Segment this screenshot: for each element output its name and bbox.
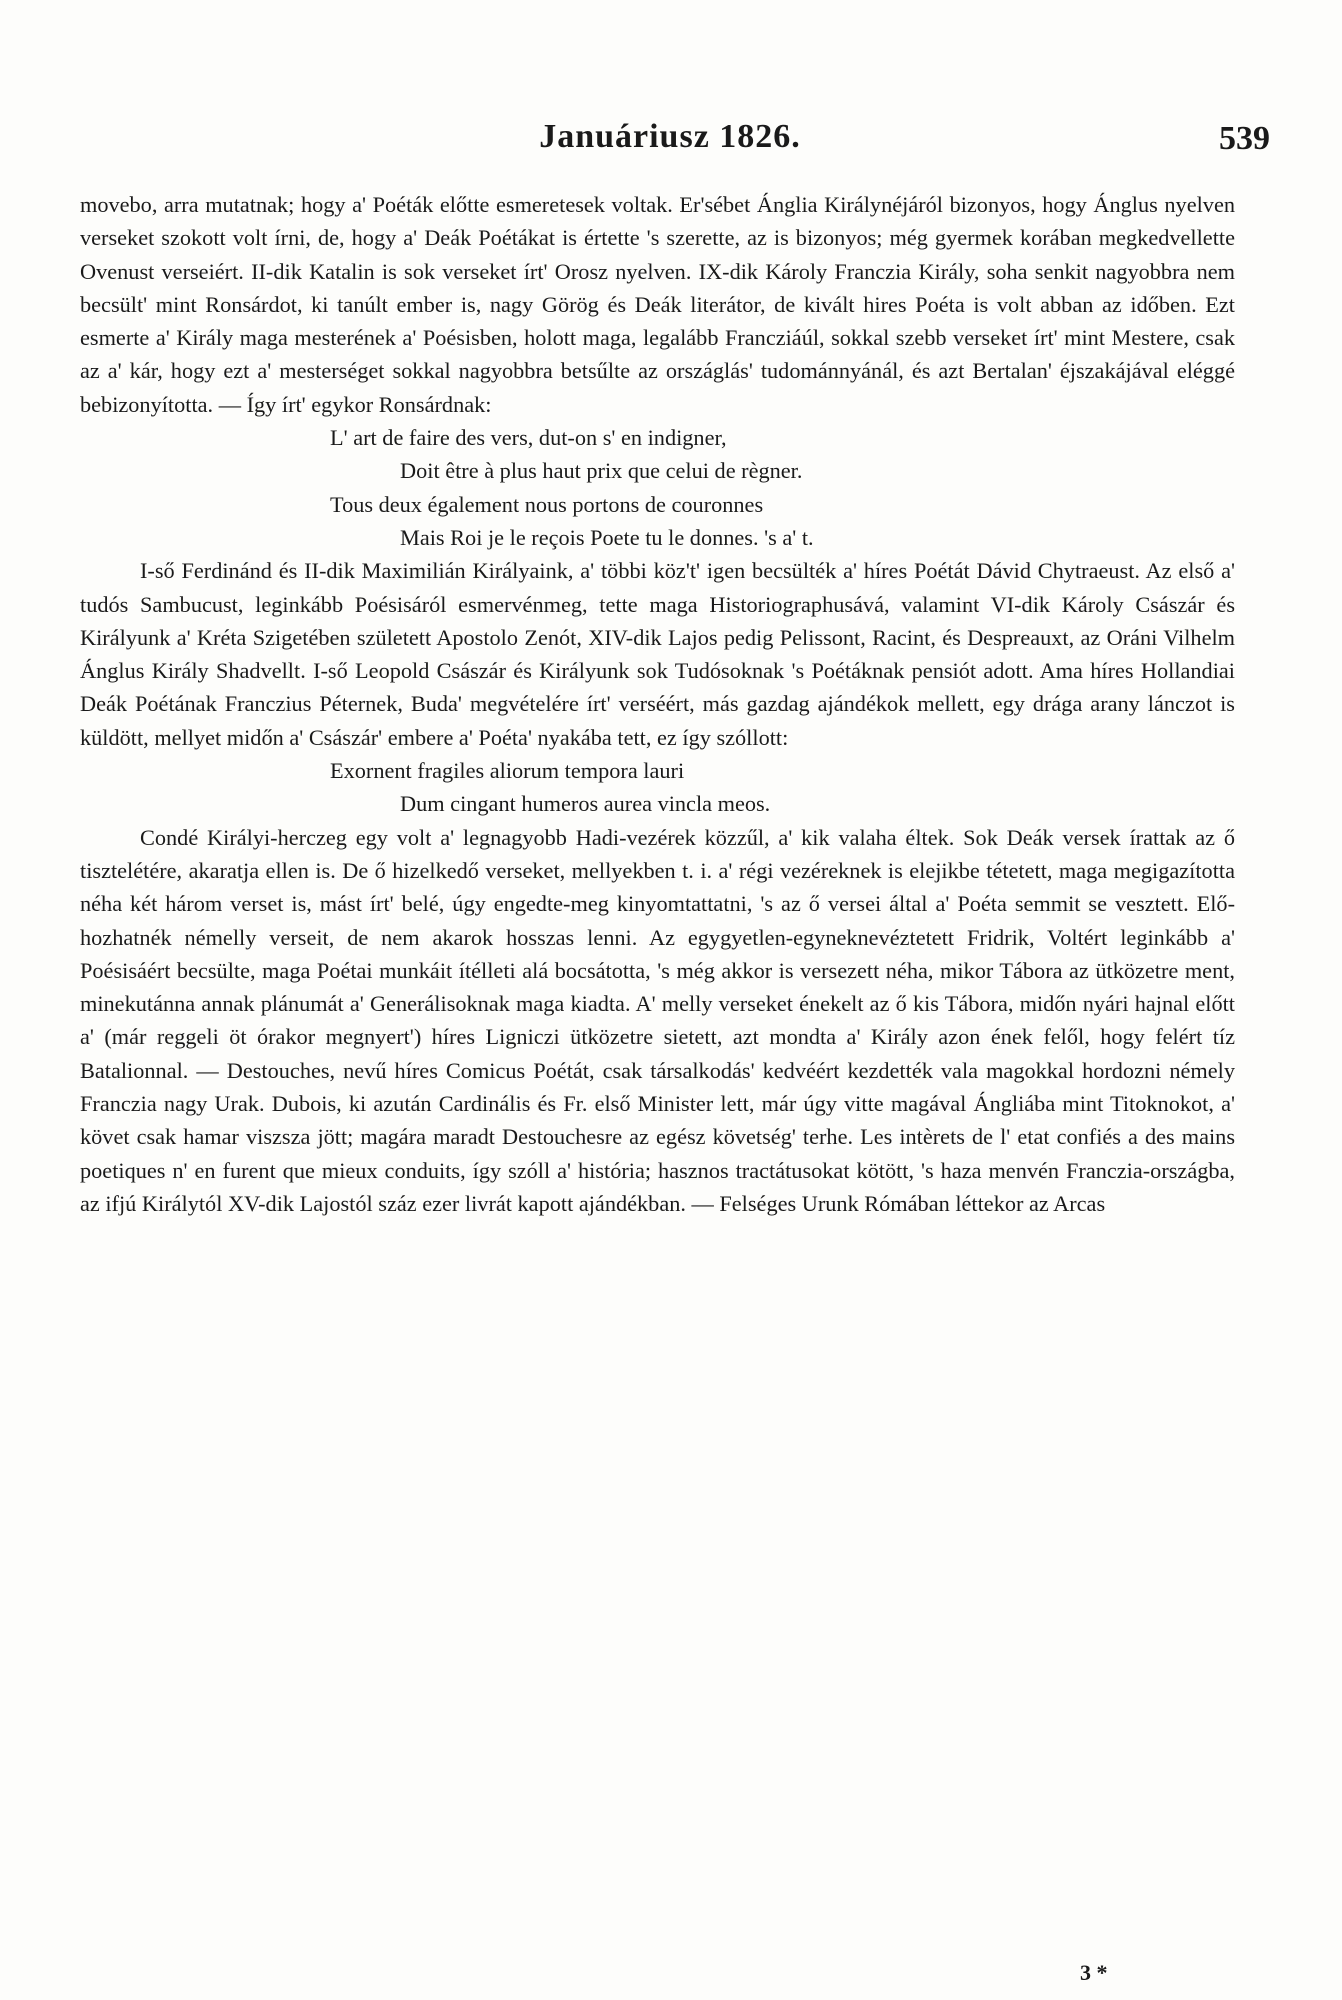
- paragraph-2: I-ső Ferdinánd és II-dik Maximilián Királyaink, a' többi köz't' igen becsülték a' híres Poétát Dávid Chytraeust. Az első a' tudós Sambucust, leginkább Poésisáról esmervénmeg, tette maga Historiographusává, valamint VI-dik Károly Császár és Királyunk a' Kréta Szigetében született Apostolo Zenót, XIV-dik Lajos pedig Pelissont, Racint, és Despreauxt, az Oráni Vilhelm Ánglus Király Shadvellt. I-ső Leopold Császár és Királyunk sok Tudósoknak 's Poétáknak pensiót adott. Ama híres Hollandiai Deák Poétának Franczius Péternek, Buda' megvételére írt' verséért, más gazdag ajándékok mellett, egy drága arany lánczot is küldött, mellyet midőn a' Császár' embere a' Poéta' nyakába tett, ez így szóllott:: [80, 558, 1235, 750]
- verse-line: L' art de faire des vers, dut-on s' en indigner,: [330, 425, 727, 451]
- paragraph-1: movebo, arra mutatnak; hogy a' Poéták előtte esmeretesek voltak. Er'sébet Ánglia Királynéjáról bizonyos, hogy Ánglus nyelven verseket szokott volt írni, de, hogy a' Deák Poétákat is értette 's szerette, az is bizonyos; még gyermek korában megkedvellette Ovenust verseiért. II-dik Katalin is sok verseket írt' Orosz nyelven. IX-dik Károly Franczia Király, soha senkit nagyobbra nem becsült' mint Ronsárdot, ki tanúlt ember is, nagy Görög és Deák literátor, de kivált hires Poéta is volt abban az időben. Ezt esmerte a' Király maga mesterének a' Poésisben, holott maga, legalább Francziáúl, sokkal szebb verseket írt' mint Mestere, csak az a' kár, hogy ezt a' mesterséget sokkal nagyobbra betsűlte az országlás' tudománnyánál, és azt Bertalan' éjszakájával eléggé bebizonyította. — Így írt' egykor Ronsárdnak:: [80, 192, 1235, 417]
- page-body: [80, 188, 1235, 1220]
- running-title: Januáriusz 1826.: [539, 118, 801, 155]
- verse-line: Dum cingant humeros aurea vincla meos.: [400, 791, 771, 817]
- page-number: 539: [1219, 120, 1270, 157]
- latin-verse: [80, 754, 1235, 821]
- verse-line: Mais Roi je le reçois Poete tu le donnes. 's a' t.: [400, 524, 814, 550]
- french-verse: [80, 421, 1235, 554]
- verse-line: Doit être à plus haut prix que celui de règner.: [400, 458, 803, 484]
- paragraph-3: Condé Királyi-herczeg egy volt a' legnagyobb Hadi-vezérek közzűl, a' kik valaha éltek. Sok Deák versek írattak az ő tisztelétére, akaratja ellen is. De ő hizelkedő verseket, mellyekben t. i. a' régi vezéreknek is elejikbe tétetett, maga megigazította néha két három verset is, mást írt' belé, úgy engedte-meg kinyomtattatni, 's az ő versei által a' Poéta semmit se vesztett. Elő-hozhatnék némelly verseit, de nem akarok hosszas lenni. Az egygyetlen-egyneknevéztetett Fridrik, Voltért leginkább a' Poésisáért becsülte, maga Poétai munkáit ítélleti alá bocsátotta, 's még akkor is versezett néha, mikor Tábora az ütközetre ment, minekutánna annak plánumát a' Generálisoknak maga kiadta. A' melly verseket énekelt az ő kis Tábora, midőn nyári hajnal előtt a' (már reggeli öt órakor megnyert') híres Ligniczi ütközetre sietett, azt mondta a' Király azon ének felől, hogy felért tíz Batalionnal. — Destouches, nevű híres Comicus Poétát, csak társalkodás' kedvéért kezdették vala magokkal hordozni némely Franczia nagy Urak. Dubois, ki azután Cardinális és Fr. első Minister lett, már úgy vitte magával Ángliába mint Titoknokot, a' követ csak hamar viszsza jött; magára maradt Destouchesre az egész követség' terhe. Les intèrets de l' etat confiés a des mains poetiques n' en furent que mieux conduits, így szóll a' história; hasznos tractátusokat kötött, 's haza menvén Franczia-országba, az ifjú Királytól XV-dik Lajostól száz ezer livrát kapott ajándékban. — Felséges Urunk Rómában léttekor az Arcas: [80, 824, 1235, 1216]
- signature-mark: 3 *: [1080, 1960, 1108, 1985]
- verse-line: Exornent fragiles aliorum tempora lauri: [330, 758, 685, 784]
- verse-line: Tous deux également nous portons de couronnes: [330, 491, 764, 517]
- page-header: [70, 118, 1270, 168]
